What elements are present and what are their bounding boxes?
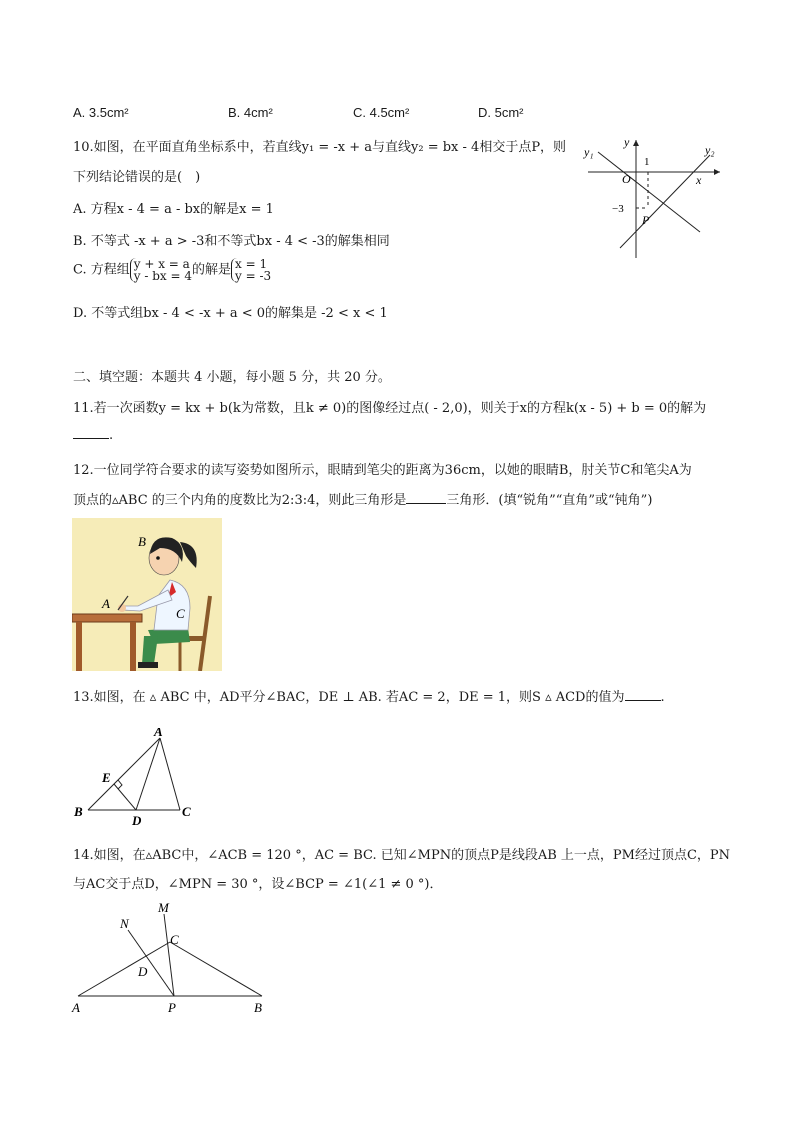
q12-answer-blank[interactable]: [406, 491, 446, 504]
label-a: A: [154, 728, 163, 739]
q14-triangle-figure: [66, 898, 276, 1018]
label-c: C: [170, 932, 179, 947]
q14-stem-line1: 14.如图，在▵ABC中，∠ACB = 120 °，AC = BC. 已知∠MPN的顶点P是线段AB 上一点，PM经过顶点C，PN: [73, 848, 731, 863]
q10-option-c: [73, 258, 271, 282]
q11-answer-blank[interactable]: [73, 426, 109, 439]
segment-de: [114, 784, 136, 810]
line-y2: [620, 155, 710, 248]
segment-ac: [78, 942, 170, 996]
system2-row1: x = 1: [235, 257, 268, 271]
side-ac: [160, 738, 180, 810]
shoe: [138, 662, 158, 668]
label-origin: O: [622, 172, 631, 186]
label-a: A: [72, 1000, 80, 1015]
x-axis-arrow: [714, 169, 720, 175]
q10-option-b: B. 不等式 -x + a > -3和不等式bx - 4 < -3的解集相同: [73, 234, 390, 249]
q10-coordinate-graph: [578, 130, 728, 265]
right-angle-mark: [118, 780, 122, 789]
q11-answer-line: [73, 426, 113, 443]
q13-stem-start: 13.如图，在 ▵ ABC 中，AD平分∠BAC，DE ⊥ AB. 若AC = 2，DE = 1，则S ▵ ACD的值为: [73, 690, 625, 705]
q12-stem-line1: 12.一位同学符合要求的读写姿势如图所示，眼睛到笔尖的距离为36cm，以她的眼睛B，肘关节C和笔尖A为: [73, 463, 692, 478]
q11-stem-line1: 11.若一次函数y = kx + b(k为常数，且k ≠ 0)的图像经过点( - 2,0)，则关于x的方程k(x - 5) + b = 0的解为: [73, 401, 707, 416]
segment-cb: [170, 942, 262, 996]
q9-option-b: B. 4cm²: [228, 105, 273, 120]
segment-ad: [136, 738, 160, 810]
q10-option-d: D. 不等式组bx - 4 < -x + a < 0的解集是 -2 < x < 1: [73, 306, 388, 321]
equation-system-1: [130, 258, 192, 282]
section-heading: 二、填空题：本题共 4 小题，每小题 5 分，共 20 分。: [73, 370, 391, 385]
q13-stem: [73, 686, 665, 705]
label-one: 1: [644, 156, 650, 168]
q10-option-a: A. 方程x - 4 = a - bx的解是x = 1: [73, 202, 274, 217]
label-e: E: [102, 770, 111, 785]
label-m: M: [158, 900, 169, 915]
q10-option-c-prefix: C. 方程组: [73, 262, 130, 278]
desk-top: [72, 614, 142, 622]
q9-option-d: D. 5cm²: [478, 105, 524, 120]
side-ab: [88, 738, 160, 810]
system1-row2: y - bx = 4: [133, 269, 192, 283]
q13-period: .: [660, 690, 665, 705]
label-p: P: [168, 1000, 176, 1015]
label-c: C: [176, 606, 185, 621]
q10-option-c-mid: 的解是: [191, 262, 231, 278]
system2-row2: y = -3: [235, 269, 272, 283]
label-y2: y₂: [705, 143, 715, 157]
y-axis-arrow: [633, 140, 639, 146]
label-b: B: [138, 534, 146, 549]
q14-stem-line2: 与AC交于点D，∠MPN = 30 °，设∠BCP = ∠1(∠1 ≠ 0 °)．: [73, 877, 443, 892]
equation-system-2: [231, 258, 271, 282]
label-point-p: P: [642, 213, 650, 227]
q12-line2-start: 顶点的▵ABC 的三个内角的度数比为2:3:4，则此三角形是: [73, 493, 407, 508]
label-neg3: −3: [612, 203, 624, 215]
desk-leg-left: [76, 622, 82, 671]
eye: [156, 556, 160, 560]
label-d: D: [132, 813, 142, 828]
label-d: D: [138, 964, 148, 979]
q10-stem-line1: 10.如图，在平面直角坐标系中，若直线y₁ = -x + a与直线y₂ = bx - 4相交于点P，则: [73, 140, 567, 155]
q12-line2-end: 三角形．(填“锐角”“直角”或“钝角”): [446, 493, 653, 508]
q13-answer-blank[interactable]: [625, 688, 661, 701]
q12-stem-line2: [73, 489, 652, 508]
q10-stem-line2: 下列结论错误的是( ): [73, 170, 201, 185]
q9-option-c: C. 4.5cm²: [353, 105, 410, 120]
q12-writing-posture-figure: [72, 518, 222, 671]
label-x: x: [696, 173, 702, 187]
label-y1: y₁: [584, 145, 594, 159]
q9-option-a: A. 3.5cm²: [73, 105, 129, 120]
system1-row1: y + x = a: [133, 257, 190, 271]
label-a: A: [102, 596, 110, 611]
q11-period: .: [109, 428, 114, 443]
label-b: B: [254, 1000, 262, 1015]
label-n: N: [120, 916, 129, 931]
label-b: B: [74, 804, 83, 819]
desk-leg-right: [130, 622, 136, 671]
q13-triangle-figure: [70, 728, 210, 828]
label-c: C: [182, 804, 191, 819]
label-y: y: [624, 135, 630, 149]
